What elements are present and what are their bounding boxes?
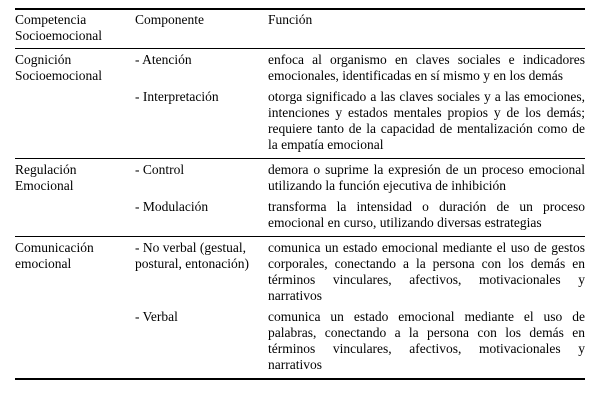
componente-cell: - No verbal (gestual, postural, entonación) [135,240,249,271]
componente-cell: - Interpretación [135,89,219,104]
funcion-cell: otorga significado a las claves sociales y a las emociones, intenciones y estados mentales propios y de los demás; requiere tanto de la capacidad de mentalización como de la empatía emocional [268,89,585,152]
competencia-cell: Comunicación emocional [15,240,94,271]
header-funcion: Función [268,12,313,27]
group-comunicacion-emocional [15,237,585,380]
header-competencia: Competencia Socioemocional [15,12,102,43]
componente-cell: - Control [135,162,185,177]
componente-cell: - Atención [135,52,192,67]
competencia-cell: Cognición Socioemocional [15,52,102,83]
header-componente: Componente [135,12,204,27]
table-row [15,237,585,307]
group-cognicion-socioemocional [15,49,585,159]
table-row [15,159,585,197]
header-row [15,9,585,49]
competencias-socioemocionales-table [15,8,585,380]
funcion-cell: enfoca al organismo en claves sociales e indicadores emocionales, identificadas en sí mismo y en los demás [268,52,585,83]
funcion-cell: comunica un estado emocional mediante el uso de palabras, conectando a la persona con los demás en términos vinculares, afectivos, motivacionales y narrativos [268,309,585,372]
componente-cell: - Verbal [135,309,178,324]
group-regulacion-emocional [15,159,585,237]
table-row [15,49,585,87]
funcion-cell: transforma la intensidad o duración de un proceso emocional en curso, utilizando diversas estrategias [268,199,585,230]
table-header [15,9,585,49]
componente-cell: - Modulación [135,199,209,214]
funcion-cell: demora o suprime la expresión de un proceso emocional utilizando la función ejecutiva de inhibición [268,162,585,193]
funcion-cell: comunica un estado emocional mediante el uso de gestos corporales, conectando a la persona con los demás en términos vinculares, afectivos, motivacionales y narrativos [268,240,585,303]
competencia-cell: Regulación Emocional [15,162,77,193]
